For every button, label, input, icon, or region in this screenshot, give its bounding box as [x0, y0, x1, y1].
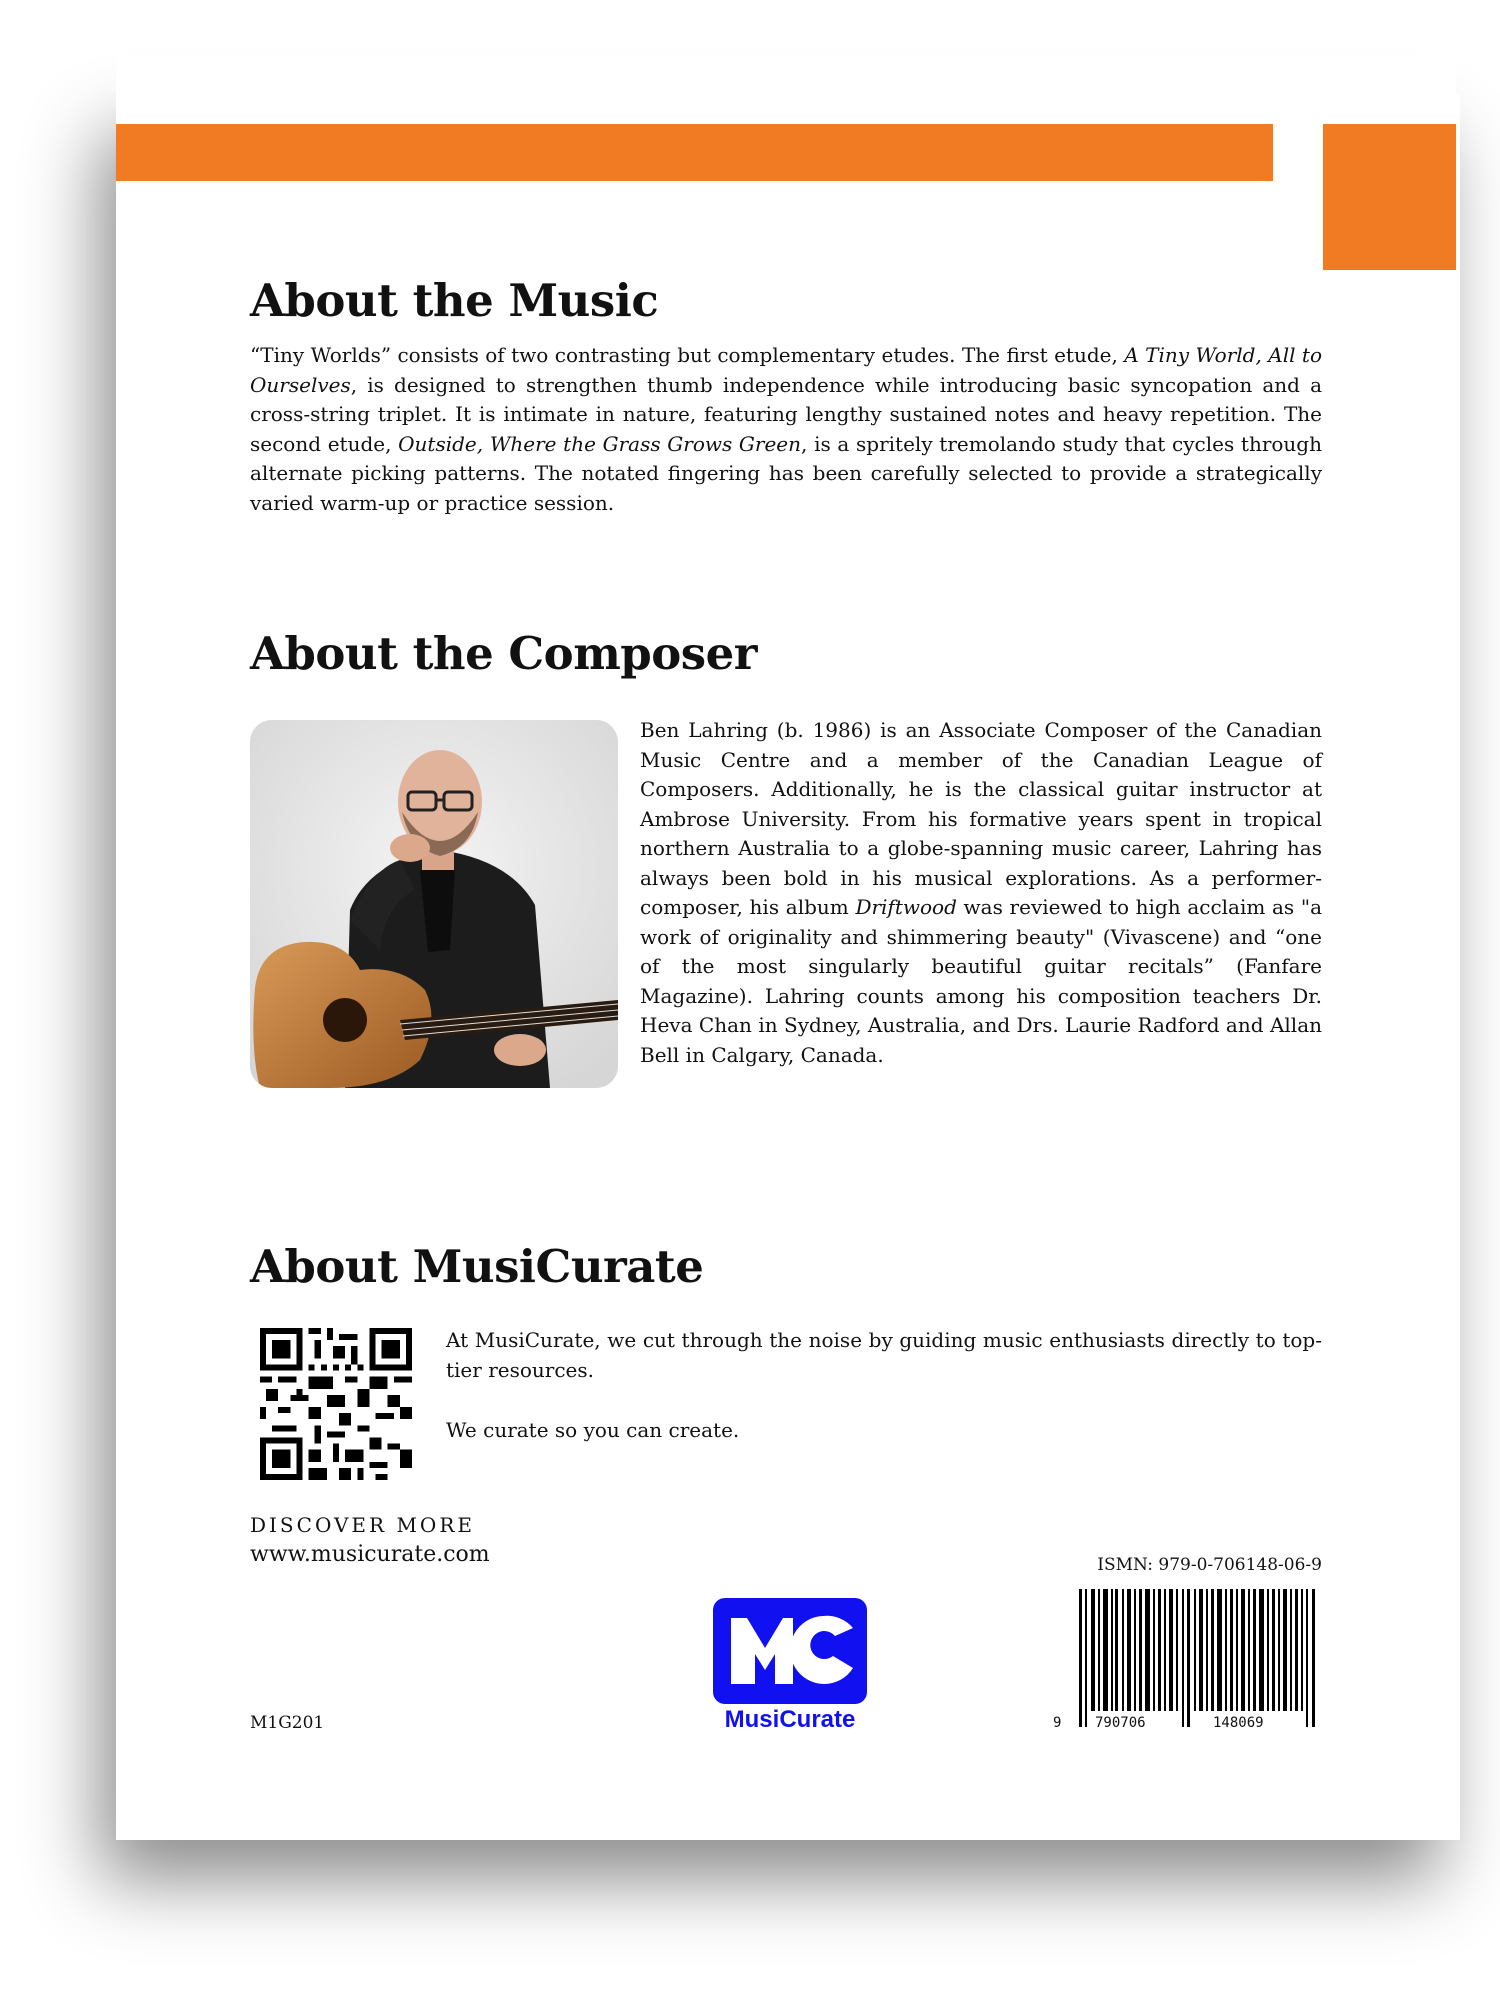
accent-bar [116, 124, 1273, 181]
album-title: Driftwood [855, 895, 957, 919]
etude-title-2: Outside, Where the Grass Grows Green [398, 431, 802, 456]
accent-block [1323, 124, 1456, 270]
back-cover-page: About the Music “Tiny Worlds” consists of two contrasting but complementary etudes. The first etude, A Tiny World, All to Ourselves, is designed to strengthen thumb independence while introducing basic syncopation and a cross-string triplet. It is intimate in nature, featuring lengthy sustained notes and heavy repetition. The second etude, Outside, Where the Grass Grows Green, is a spritely tremolando study that cycles through alternate picking patterns. The notated fingering has been carefully selected to provide a strategically varied warm-up or practice session. About the Composer Ben Lahring (b. 1986) is an Associate Composer of the Canadian Music Centre and a member of the Canadian League of Composers. Additionally, he is the classical guitar instructor at Ambrose University. From his formative years spent in tropical northern Australia to a globe-spanning music career, Lahring has always been bold in his musical explorations. As a performer-composer, his album Driftwood was reviewed to high acclaim as "a work of originality and shimmering beauty" (Vivascene) and “one of the most singularly beautiful guitar recitals” (Fanfare Magazine). Lahring counts among his composition teachers Dr. Heva Chan in Sydney, Australia, and Drs. Laurie Radford and Allan Bell in Calgary, Canada. About MusiCurate At MusiCurate, we cut through the noise by guiding music enthusiasts directly to top-tier resources. We curate so you can create. DISCOVER MORE www.musicurate.com M1G201 MusiCurate ISMN: 979-0-706148-06-9 9 790706 148069 [116, 58, 1456, 1840]
barcode-icon [1053, 1589, 1323, 1729]
logo-wordmark: MusiCurate [724, 1706, 856, 1733]
musicurate-description: At MusiCurate, we cut through the noise by guiding music enthusiasts directly to top-tier resources. [446, 1328, 1322, 1382]
discover-more-label: DISCOVER MORE [250, 1513, 475, 1537]
ismn-number: ISMN: 979-0-706148-06-9 [1097, 1555, 1322, 1575]
catalog-number: M1G201 [250, 1713, 325, 1733]
qr-code-icon[interactable] [260, 1328, 412, 1480]
about-composer-heading: About the Composer [250, 627, 757, 680]
about-music-heading: About the Music [250, 274, 659, 327]
about-musicurate-heading: About MusiCurate [250, 1240, 704, 1293]
musicurate-logo [710, 1598, 870, 1734]
composer-photo [250, 720, 618, 1088]
about-music-text: “Tiny Worlds” consists of two contrasting but complementary etudes. The first etude, A Tiny World, All to Ourselves, is designed to strengthen thumb independence while introducing basic syncopation and a cross-string triplet. It is intimate in nature, featuring lengthy sustained notes and heavy repetition. The second etude, Outside, Where the Grass Grows Green, is a spritely tremolando study that cycles through alternate picking patterns. The notated fingering has been carefully selected to provide a strategically varied warm-up or practice session. [250, 343, 1322, 515]
website-link[interactable]: www.musicurate.com [250, 1542, 490, 1567]
about-composer-text: Ben Lahring (b. 1986) is an Associate Composer of the Canadian Music Centre and a member of the Canadian League of Composers. Additionally, he is the classical guitar instructor at Ambrose University. From his formative years spent in tropical northern Australia to a globe-spanning music career, Lahring has always been bold in his musical explorations. As a performer-composer, his album Driftwood was reviewed to high acclaim as "a work of originality and shimmering beauty" (Vivascene) and “one of the most singularly beautiful guitar recitals” (Fanfare Magazine). Lahring counts among his composition teachers Dr. Heva Chan in Sydney, Australia, and Drs. Laurie Radford and Allan Bell in Calgary, Canada. [640, 718, 1323, 1067]
etude-title-1: A Tiny World, All to Ourselves [250, 343, 1322, 397]
mc-logo-icon [713, 1598, 867, 1704]
musicurate-tagline: We curate so you can create. [446, 1418, 740, 1442]
